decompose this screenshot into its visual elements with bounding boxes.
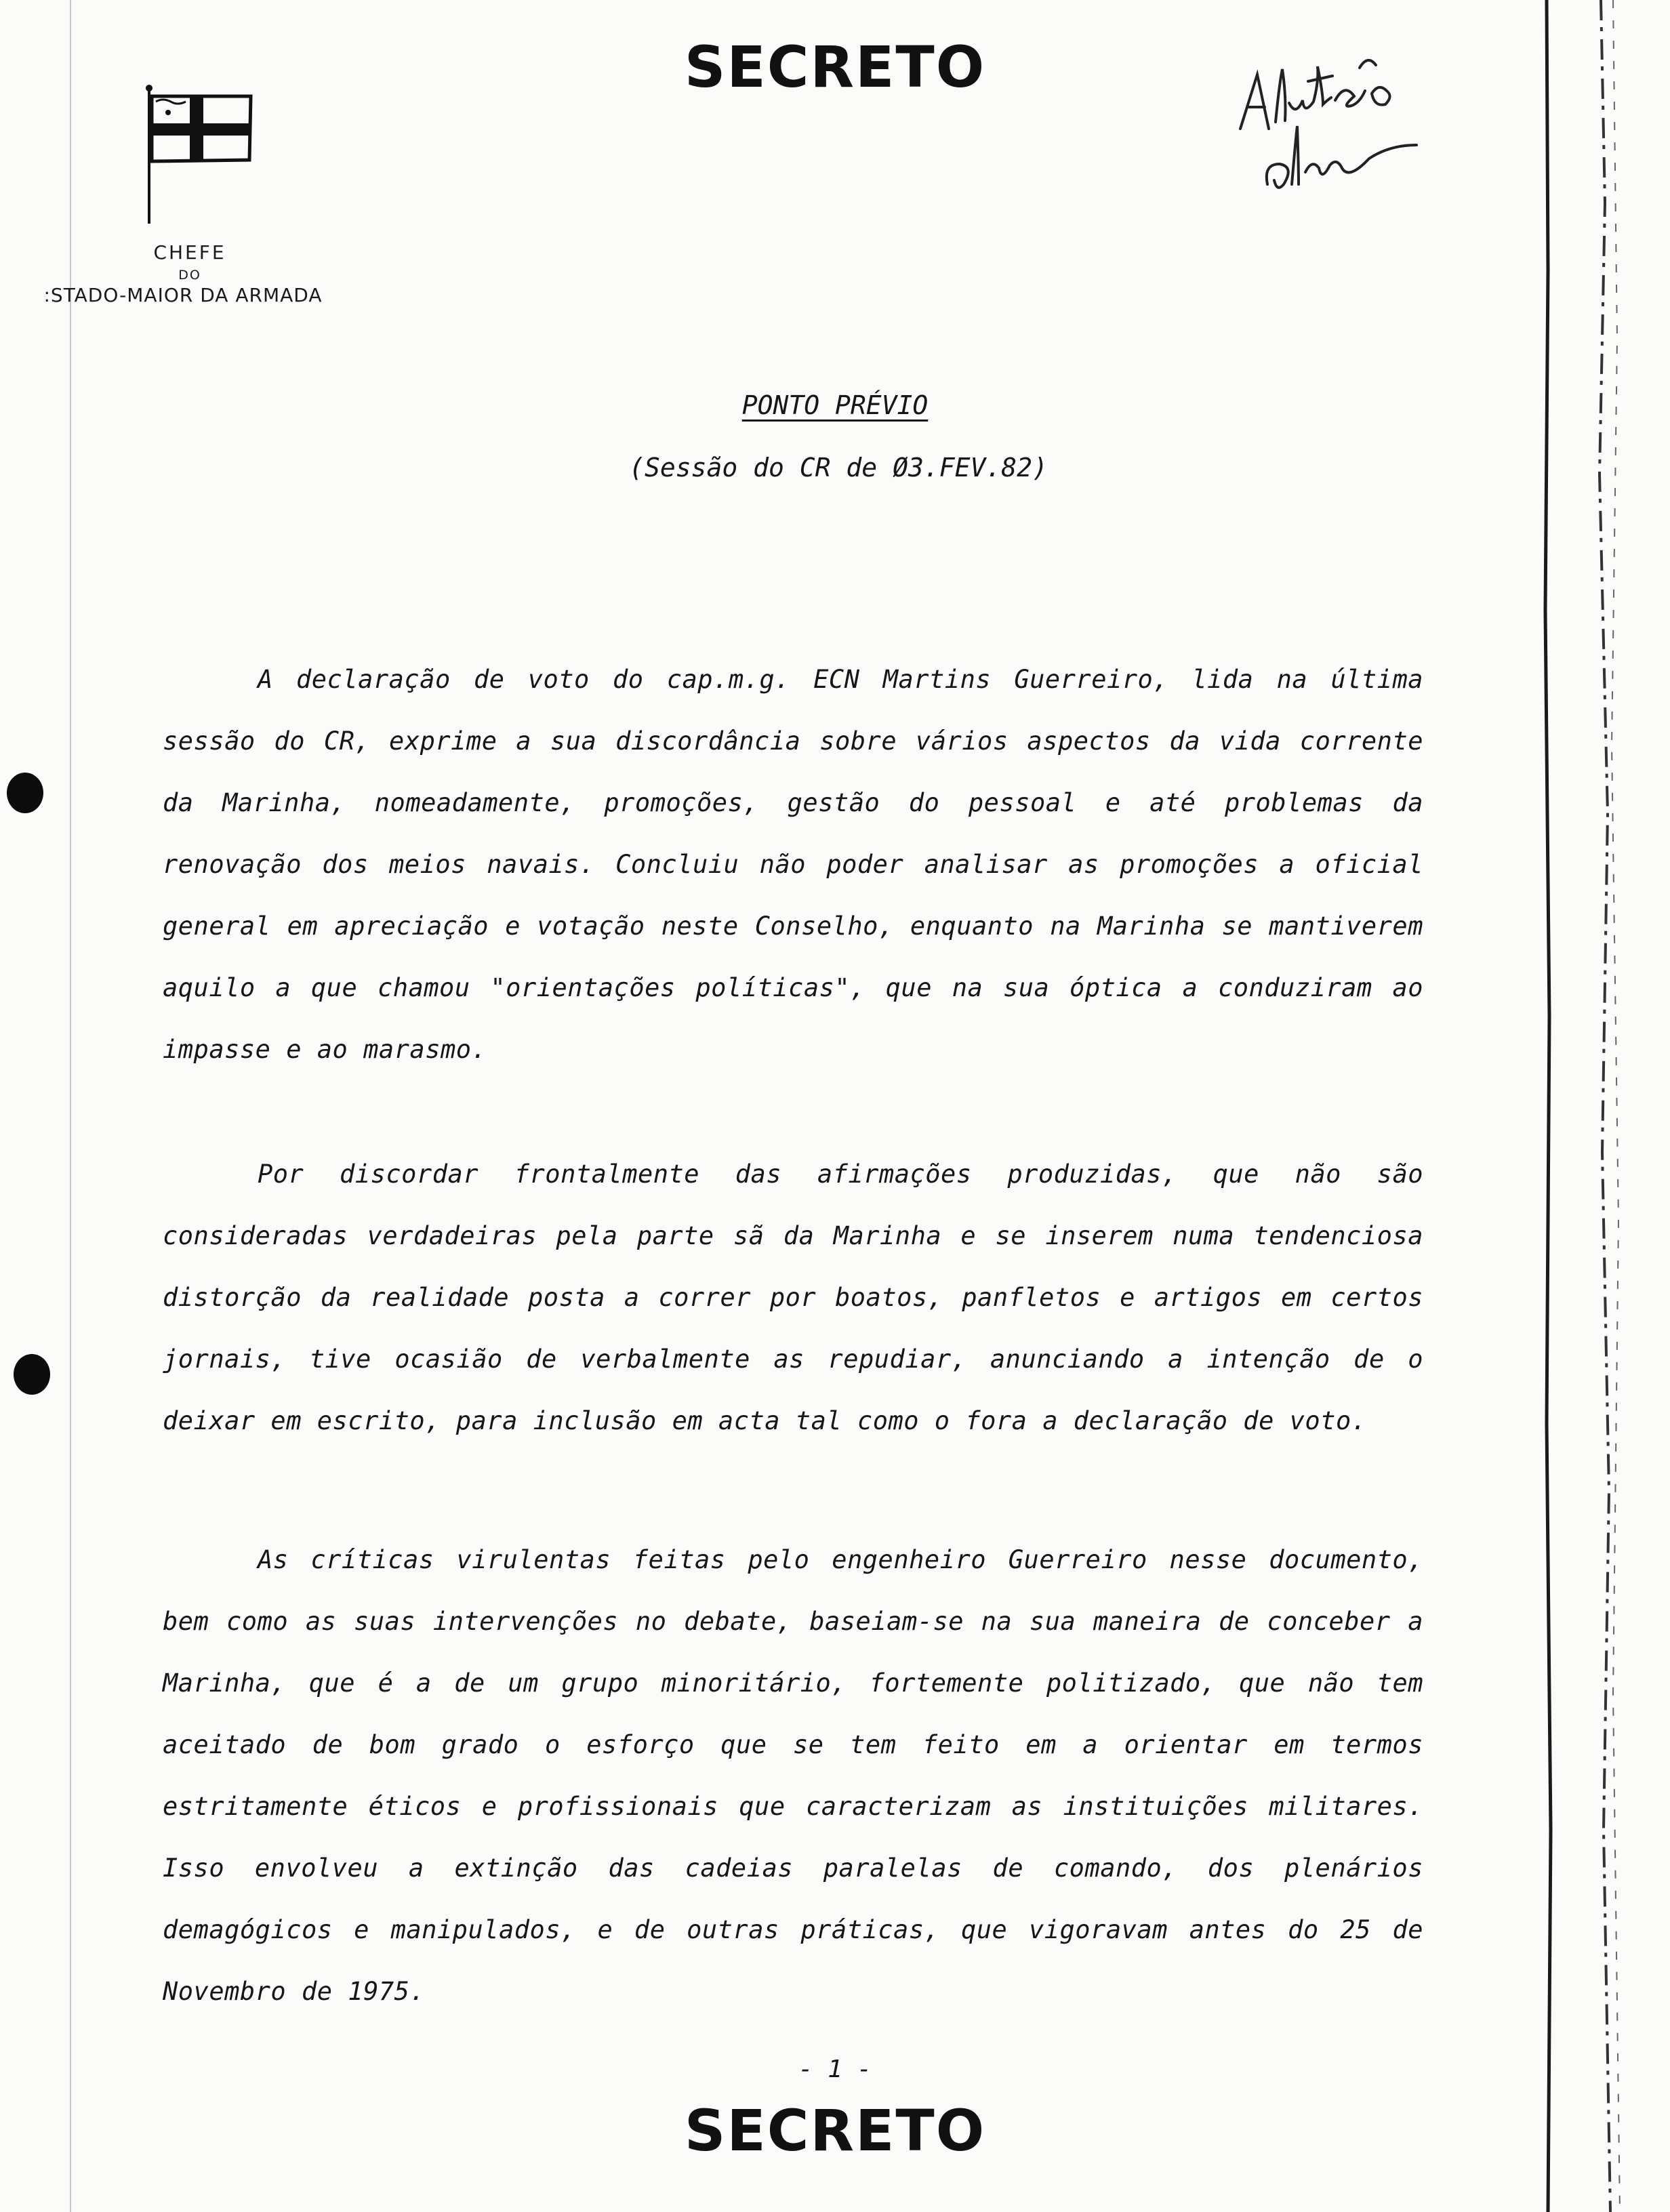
letterhead-line-chefe: CHEFE [153, 241, 226, 264]
margin-line [70, 0, 71, 2212]
punch-hole-top [7, 773, 43, 813]
scanned-page-edge [1533, 0, 1628, 2212]
punch-hole-bottom [14, 1354, 50, 1395]
naval-flag-logo [129, 81, 278, 230]
page-number: - 1 - [798, 2055, 872, 2083]
body-paragraph-1: A declaração de voto do cap.m.g. ECN Martins Guerreiro, lida na última sessão do CR, exprime a sua discordância sobre vários aspectos da vida corrente da Marinha, nomeadamente, promoções, gestão do pessoal e até problemas da renovação dos meios navais. Concluiu não poder analisar as promoções a oficial general em apreciação e votação neste Conselho, enquanto na Marinha se mantiverem aquilo a que chamou "orientações políticas", que na sua óptica a conduziram ao impasse e ao marasmo. [163, 665, 1423, 1064]
document-title: PONTO PRÉVIO [741, 390, 929, 420]
document-subtitle: (Sessão do CR de Ø3.FEV.82) [629, 453, 1048, 483]
letterhead [0, 241, 380, 306]
letterhead-line-do: DO [178, 268, 201, 283]
classification-stamp-top: SECRETO [684, 34, 986, 100]
body-paragraph-2: Por discordar frontalmente das afirmações produzidas, que não são consideradas verdadeiras pela parte sã da Marinha e se inserem numa tendenciosa distorção da realidade posta a correr por boatos, panfletos e artigos em certos jornais, tive ocasião de verbalmente as repudiar, anunciando a intenção de o deixar em escrito, para inclusão em acta tal como o fora a declaração de voto. [163, 1160, 1423, 1435]
handwritten-annotation [1227, 27, 1430, 203]
classification-stamp-bottom: SECRETO [684, 2097, 986, 2164]
body-paragraph-3: As críticas virulentas feitas pelo engenheiro Guerreiro nesse documento, bem como as suas intervenções no debate, baseiam-se na sua maneira de conceber a Marinha, que é a de um grupo minoritário, fortemente politizado, que não tem aceitado de bom grado o esforço que se tem feito em a orientar em termos estritamente éticos e profissionais que caracterizam as instituições militares. Isso envolveu a extinção das cadeias paralelas de comando, dos plenários demagógicos e manipulados, e de outras práticas, que vigoravam antes do 25 de Novembro de 1975. [163, 1545, 1423, 2006]
letterhead-line-estado-maior: :STADO-MAIOR DA ARMADA [43, 284, 323, 306]
